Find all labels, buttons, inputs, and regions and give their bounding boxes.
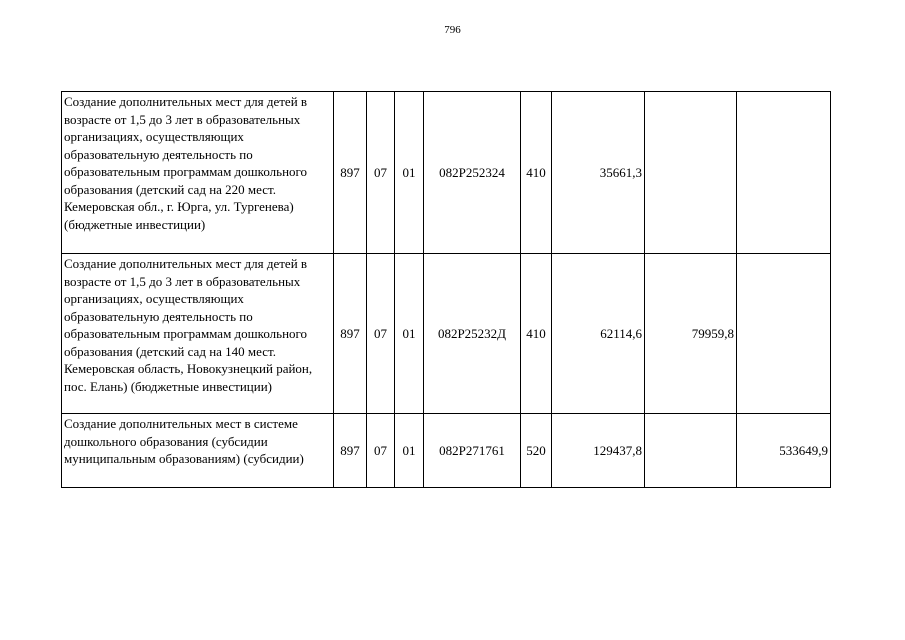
cell-amount-3: 533649,9 [737,414,831,488]
cell-target-article: 082P252324 [424,92,521,254]
table-row [62,414,831,488]
cell-section-code: 07 [367,414,395,488]
cell-amount-3 [737,254,831,414]
cell-amount-1: 35661,3 [552,92,645,254]
cell-expense-type: 410 [521,92,552,254]
cell-subsection-code: 01 [395,414,424,488]
cell-subsection-code: 01 [395,254,424,414]
cell-amount-2: 79959,8 [645,254,737,414]
cell-description: Создание дополнительных мест для детей в возрасте от 1,5 до 3 лет в образовательных организациях, осуществляющих образовательную деятельность по образовательным программам дошкольного образования (детский сад на 140 мест. Кемеровская область, Новокузнецкий район, пос. Елань) (бюджетные инвестиции) [62,254,334,414]
cell-amount-2 [645,92,737,254]
cell-target-article: 082P271761 [424,414,521,488]
table-row [62,254,831,414]
cell-amount-3 [737,92,831,254]
cell-ministry-code: 897 [334,414,367,488]
cell-section-code: 07 [367,254,395,414]
cell-description: Создание дополнительных мест для детей в возрасте от 1,5 до 3 лет в образовательных организациях, осуществляющих образовательную деятельность по образовательным программам дошкольного образования (детский сад на 220 мест. Кемеровская обл., г. Юрга, ул. Тургенева) (бюджетные инвестиции) [62,92,334,254]
cell-amount-1: 129437,8 [552,414,645,488]
cell-ministry-code: 897 [334,92,367,254]
cell-amount-2 [645,414,737,488]
page-number: 796 [444,24,461,36]
cell-expense-type: 410 [521,254,552,414]
cell-ministry-code: 897 [334,254,367,414]
cell-target-article: 082P25232Д [424,254,521,414]
cell-section-code: 07 [367,92,395,254]
cell-amount-1: 62114,6 [552,254,645,414]
cell-subsection-code: 01 [395,92,424,254]
cell-description: Создание дополнительных мест в системе дошкольного образования (субсидии муниципальным образованиям) (субсидии) [62,414,334,488]
budget-table [61,91,831,488]
cell-expense-type: 520 [521,414,552,488]
table-row [62,92,831,254]
